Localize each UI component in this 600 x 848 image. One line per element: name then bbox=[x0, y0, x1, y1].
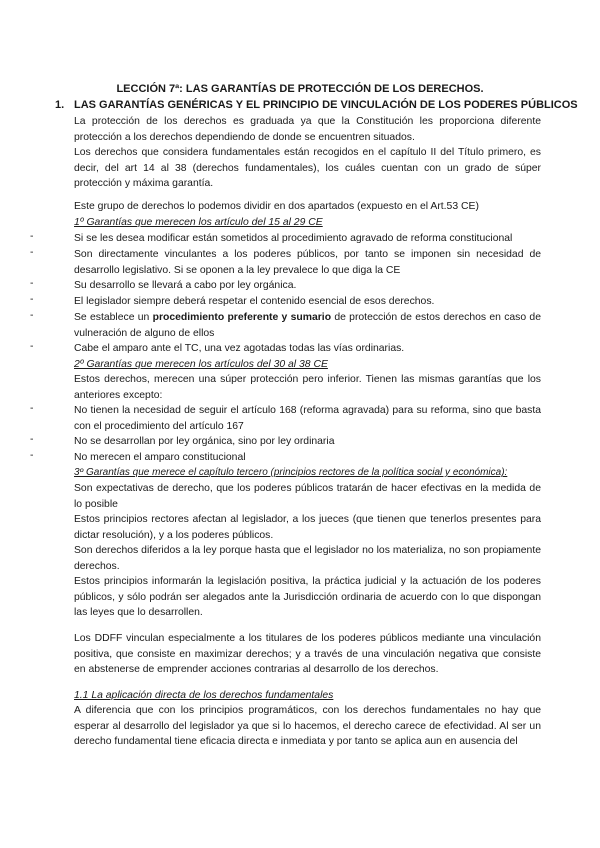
paragraph-group3-3: Son derechos diferidos a la ley porque hasta que el legislador no los materializa, no son propiamente derechos. bbox=[74, 545, 541, 572]
list-item-text: Se establece un bbox=[74, 312, 153, 323]
bullet-dash: - bbox=[30, 247, 34, 258]
group1-title: 1º Garantías que merecen los artículo del 15 al 29 CE bbox=[74, 217, 323, 228]
list-item: No se desarrollan por ley orgánica, sino por ley ordinaria bbox=[74, 436, 335, 447]
section-number: 1. bbox=[55, 99, 65, 111]
paragraph-fundamental-rights: Los derechos que considera fundamentales están recogidos en el capítulo II del Título primero, es decir, del art 14 al 38 (derechos fundamentales), los cuáles cuentan con un grado de súper protección y máxima garantía. bbox=[74, 147, 541, 190]
bullet-dash: - bbox=[30, 403, 34, 414]
paragraph-group2-intro: Estos derechos, merecen una súper protección pero inferior. Tienen las mismas garantías que los anteriores excepto: bbox=[74, 374, 541, 401]
paragraph-group3-1: Son expectativas de derecho, que los poderes públicos tratarán de hacer efectivas en la medida de lo posible bbox=[74, 483, 541, 510]
list-item: Son directamente vinculantes a los poderes públicos, por tanto se imponen sin necesidad de desarrollo legislativo. Si se oponen a la ley prevalece lo que diga la CE bbox=[74, 249, 541, 276]
group3-title: 3º Garantías que merece el capítulo tercero (principios rectores de la política social y económica): bbox=[74, 467, 508, 478]
bullet-dash: - bbox=[30, 341, 34, 352]
bullet-dash: - bbox=[30, 450, 34, 461]
paragraph-group3-4: Estos principios informarán la legislación positiva, la práctica judicial y la actuación de los poderes públicos, y sólo podrán ser alegados ante la Jurisdicción ordinaria de acuerdo con lo que dispongan las leyes que lo desarrollen. bbox=[74, 576, 541, 619]
page-title: LECCIÓN 7ª: LAS GARANTÍAS DE PROTECCIÓN DE LOS DERECHOS. bbox=[116, 83, 484, 95]
list-item: El legislador siempre deberá respetar el contenido esencial de esos derechos. bbox=[74, 296, 435, 307]
bullet-dash: - bbox=[30, 294, 34, 305]
paragraph-groups: Este grupo de derechos lo podemos dividir en dos apartados (expuesto en el Art.53 CE) bbox=[74, 201, 479, 212]
list-item: Su desarrollo se llevará a cabo por ley orgánica. bbox=[74, 280, 297, 291]
list-item: No merecen el amparo constitucional bbox=[74, 452, 246, 463]
paragraph-ddff: Los DDFF vinculan especialmente a los titulares de los poderes públicos mediante una vinculación positiva, que consiste en maximizar derechos; y a través de una vinculación negativa que consiste en abstenerse de emprender acciones contrarias al desarrollo de los derechos. bbox=[74, 633, 541, 676]
bullet-dash: - bbox=[30, 231, 34, 242]
paragraph-group3-2: Estos principios rectores afectan al legislador, a los jueces (que tienen que tenerlos presentes para dictar resolución), y a los poderes públicos. bbox=[74, 514, 541, 541]
list-item: Si se les desea modificar están sometidos al procedimiento agravado de reforma constitucional bbox=[74, 233, 513, 244]
list-item-text: de protección de estos derechos en caso de vulneración de alguno de ellos bbox=[74, 312, 541, 339]
list-item: No tienen la necesidad de seguir el artículo 168 (reforma agravada) para su reforma, sino que basta con el procedimiento del artículo 167 bbox=[74, 405, 541, 432]
bullet-dash: - bbox=[30, 434, 34, 445]
bullet-dash: - bbox=[30, 310, 34, 321]
list-item: Cabe el amparo ante el TC, una vez agotadas todas las vías ordinarias. bbox=[74, 343, 405, 354]
bold-term: procedimiento preferente y sumario bbox=[152, 312, 332, 323]
section-heading: LAS GARANTÍAS GENÉRICAS Y EL PRINCIPIO DE VINCULACIÓN DE LOS PODERES PÚBLICOS bbox=[74, 99, 578, 111]
subsection-title: 1.1 La aplicación directa de los derechos fundamentales bbox=[74, 690, 334, 701]
bullet-dash: - bbox=[30, 278, 34, 289]
list-item bbox=[74, 310, 541, 341]
paragraph-direct-application: A diferencia que con los principios programáticos, con los derechos fundamentales no hay que esperar al desarrollo del legislador ya que si lo hacemos, el derecho carece de efectividad. Al ser un derecho fundamental tiene eficacia directa e inmediata y por tanto se aplica aun en ausencia del bbox=[74, 705, 541, 748]
group2-title: 2º Garantías que merecen los artículos del 30 al 38 CE bbox=[74, 359, 328, 370]
paragraph-protection: La protección de los derechos es graduada ya que la Constitución les proporciona diferente protección a los derechos dependiendo de donde se encuentren situados. bbox=[74, 116, 541, 143]
